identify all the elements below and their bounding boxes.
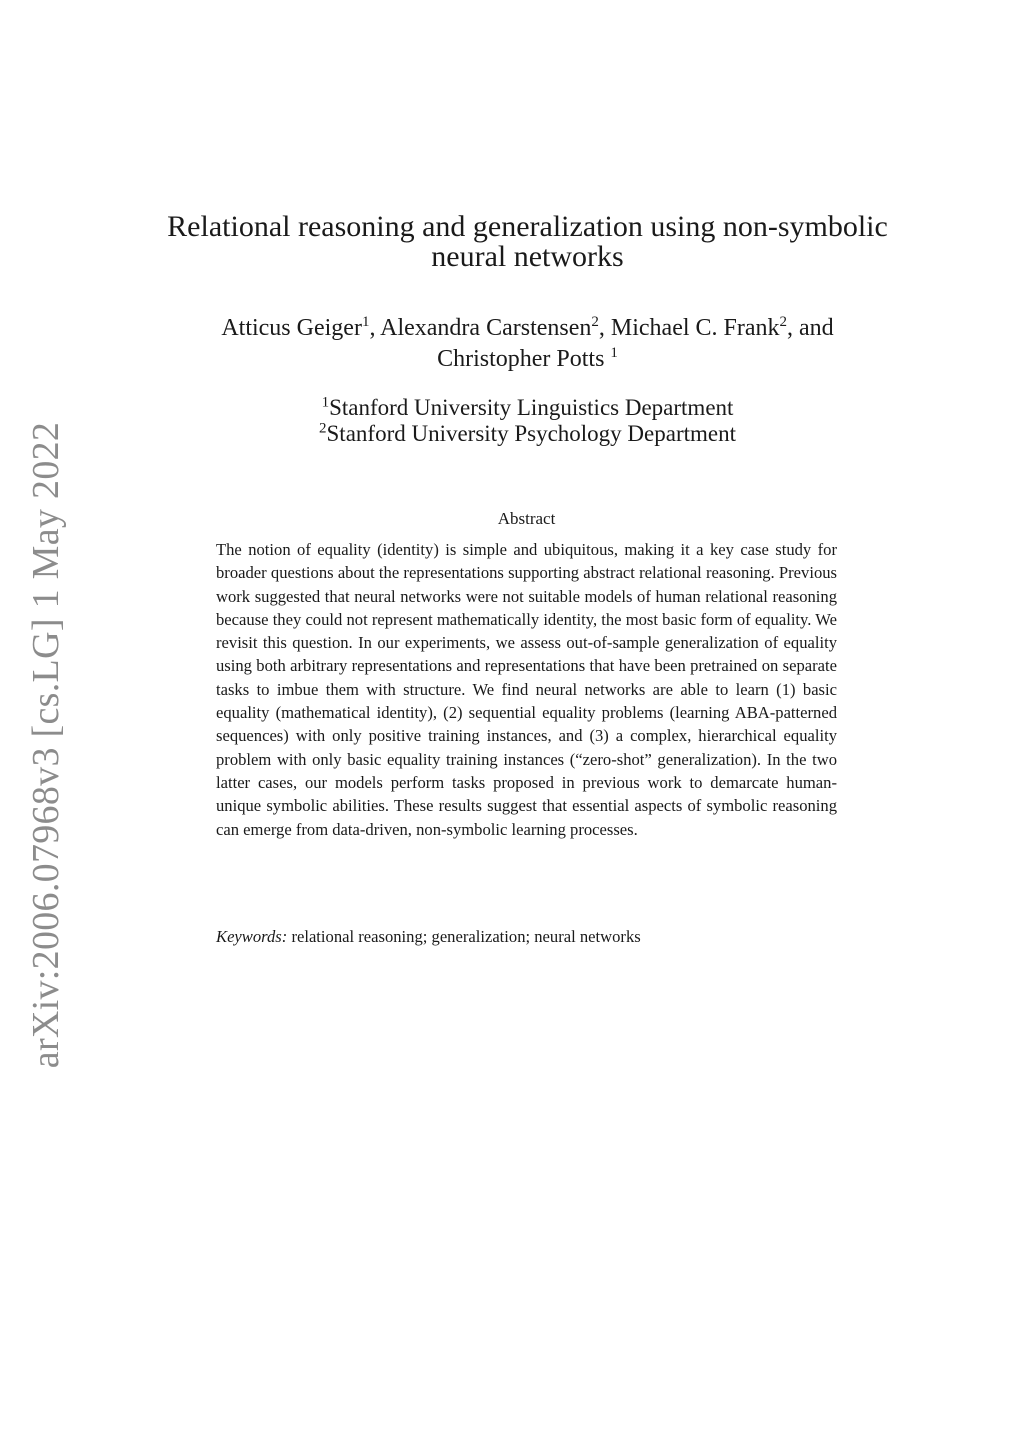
keywords-label: Keywords:	[216, 927, 288, 946]
author-name: Michael C. Frank	[610, 315, 780, 341]
affiliation-text: Stanford University Psychology Department	[326, 421, 736, 446]
affiliation-mark: 2	[319, 420, 327, 437]
abstract-heading: Abstract	[497, 509, 556, 528]
author-name: Atticus Geiger	[221, 315, 362, 341]
author-affil-mark: 1	[610, 345, 618, 361]
author-name: Alexandra Carstensen	[380, 315, 592, 341]
author-affil-mark: 2	[779, 314, 788, 330]
affiliation-mark: 1	[321, 394, 330, 411]
author-list	[130, 313, 925, 375]
author-name: Christopher Potts	[437, 346, 611, 372]
title-line-2: neural networks	[431, 240, 624, 273]
keywords-text: relational reasoning; generalization; neural networks	[287, 927, 641, 946]
affiliation-text: Stanford University Linguistics Department	[329, 395, 734, 420]
author-affil-mark: 2	[591, 314, 599, 330]
affiliation	[130, 421, 925, 447]
paper-title	[130, 212, 925, 272]
affiliation-list	[130, 395, 925, 447]
author-separator: ,	[369, 315, 381, 341]
arxiv-identifier-stamp: arXiv:2006.07968v3 [cs.LG] 1 May 2022	[25, 421, 67, 1069]
author-separator: , and	[787, 315, 834, 341]
author-separator: ,	[598, 315, 611, 341]
affiliation	[130, 395, 925, 421]
abstract-paragraph: The notion of equality (identity) is simple and ubiquitous, making it a key case study for broader questions about the representations supporting abstract relational reasoning. Previous work suggested that neural networks were not suitable models of human relational reasoning because they could not represent mathematically identity, the most basic form of equality. We revisit this question. In our experiments, we assess out-of-sample generalization of equality using both arbitrary representations and representations that have been pretrained on separate tasks to imbue them with structure. We find neural networks are able to learn (1) basic equality (mathematical identity), (2) sequential equality problems (learning ABA-patterned sequences) with only positive training instances, and (3) a complex, hierarchical equality problem with only basic equality training instances (“zero-shot” generalization). In the two latter cases, our models perform tasks proposed in previous work to demarcate human-unique symbolic abilities. These results suggest that essential aspects of symbolic reasoning can emerge from data-driven, non-symbolic learning processes.	[216, 540, 837, 839]
title-line-1: Relational reasoning and generalization using non-symbolic	[167, 210, 888, 243]
abstract-body	[216, 538, 837, 841]
keywords	[216, 926, 837, 948]
author-affil-mark: 1	[361, 314, 370, 330]
